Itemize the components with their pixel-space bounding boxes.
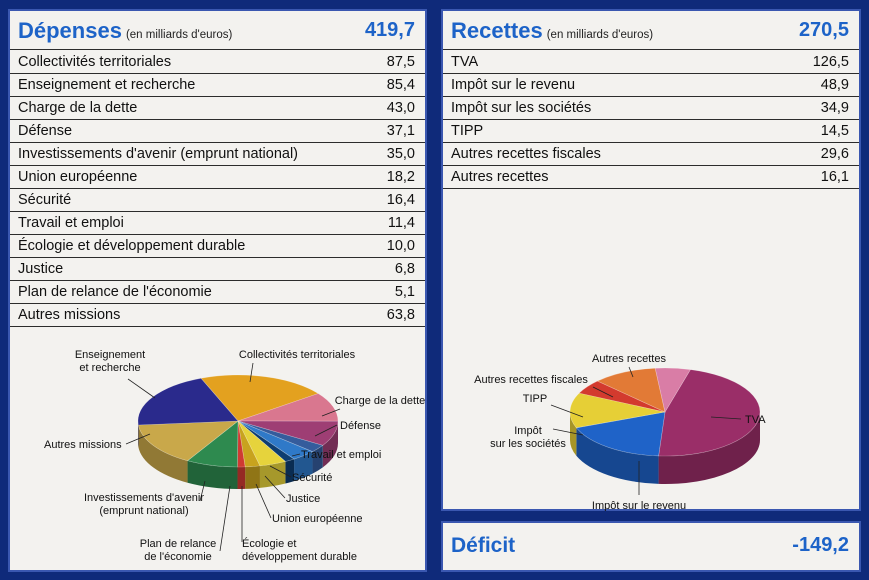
table-row bbox=[10, 97, 425, 120]
depenses-table bbox=[10, 51, 425, 327]
pie-label: TIPP bbox=[522, 393, 548, 405]
row-label: Charge de la dette bbox=[18, 100, 138, 116]
row-value: 48,9 bbox=[820, 77, 849, 93]
row-value: 6,8 bbox=[394, 261, 415, 277]
row-label: Enseignement et recherche bbox=[18, 77, 196, 93]
row-value: 10,0 bbox=[386, 238, 415, 254]
row-value: 11,4 bbox=[387, 215, 415, 231]
recettes-panel bbox=[441, 9, 861, 511]
pie-label: Investissements d'avenir (emprunt national) bbox=[83, 492, 205, 517]
row-value: 14,5 bbox=[820, 123, 849, 139]
pie-label: Union européenne bbox=[272, 513, 363, 525]
depenses-panel bbox=[8, 9, 427, 572]
row-value: 16,1 bbox=[820, 169, 849, 185]
row-value: 16,4 bbox=[386, 192, 415, 208]
row-value: 87,5 bbox=[386, 54, 415, 70]
row-label: Autres missions bbox=[18, 307, 121, 323]
pie-label: Écologie et développement durable bbox=[242, 538, 357, 563]
table-row bbox=[10, 143, 425, 166]
row-value: 63,8 bbox=[386, 307, 415, 323]
row-label: Impôt sur le revenu bbox=[451, 77, 576, 93]
table-row bbox=[10, 51, 425, 74]
pie-label: TVA bbox=[745, 414, 766, 426]
depenses-header bbox=[10, 11, 425, 50]
leader-line bbox=[220, 486, 230, 551]
pie-label: Autres missions bbox=[44, 439, 122, 451]
pie-label: Impôt sur le revenu bbox=[591, 500, 687, 511]
row-label: TVA bbox=[451, 54, 479, 70]
pie-label: Justice bbox=[286, 493, 321, 505]
pie-label: Impôt sur les sociétés bbox=[490, 425, 566, 450]
depenses-pie-chart bbox=[10, 336, 425, 566]
pie-label: Plan de relance de l'économie bbox=[139, 538, 217, 563]
recettes-table bbox=[443, 51, 859, 189]
row-value: 37,1 bbox=[386, 123, 415, 139]
table-row bbox=[10, 74, 425, 97]
row-label: Investissements d'avenir (emprunt national) bbox=[18, 146, 299, 162]
recettes-pie-chart bbox=[443, 331, 859, 511]
row-label: Travail et emploi bbox=[18, 215, 124, 231]
row-label: Autres recettes bbox=[451, 169, 549, 185]
recettes-header bbox=[443, 11, 859, 50]
row-value: 29,6 bbox=[820, 146, 849, 162]
pie-label: Travail et emploi bbox=[301, 449, 382, 461]
table-row bbox=[10, 235, 425, 258]
row-label: Impôt sur les sociétés bbox=[451, 100, 592, 116]
pie-label: Enseignement et recherche bbox=[74, 349, 146, 374]
table-row bbox=[443, 120, 859, 143]
pie-label: Défense bbox=[340, 420, 381, 432]
pie-label: Autres recettes fiscales bbox=[474, 374, 588, 386]
row-label: Union européenne bbox=[18, 169, 138, 185]
leader-line bbox=[256, 484, 271, 518]
table-row bbox=[10, 258, 425, 281]
pie-label: Charge de la dette bbox=[334, 395, 425, 407]
table-row bbox=[443, 166, 859, 189]
row-label: Défense bbox=[18, 123, 73, 139]
recettes-unit: (en milliards d'euros) bbox=[546, 29, 654, 41]
depenses-title: Dépenses (en milliards d'euros) bbox=[18, 18, 233, 43]
row-label: Collectivités territoriales bbox=[18, 54, 172, 70]
table-row bbox=[10, 189, 425, 212]
table-row bbox=[10, 304, 425, 327]
row-value: 126,5 bbox=[812, 54, 849, 70]
table-row bbox=[443, 143, 859, 166]
row-value: 43,0 bbox=[386, 100, 415, 116]
pie-label: Collectivités territoriales bbox=[238, 349, 356, 361]
row-label: Écologie et développement durable bbox=[18, 238, 246, 254]
row-value: 85,4 bbox=[386, 77, 415, 93]
recettes-total: 270,5 bbox=[798, 19, 849, 41]
pie-label: Sécurité bbox=[292, 472, 333, 484]
row-value: 18,2 bbox=[386, 169, 415, 185]
depenses-unit: (en milliards d'euros) bbox=[125, 29, 233, 41]
deficit-panel bbox=[441, 521, 861, 572]
row-value: 34,9 bbox=[820, 100, 849, 116]
table-row bbox=[443, 97, 859, 120]
row-value: 35,0 bbox=[386, 146, 415, 162]
table-row bbox=[10, 166, 425, 189]
row-label: Autres recettes fiscales bbox=[451, 146, 601, 162]
row-label: Sécurité bbox=[18, 192, 72, 208]
row-label: Justice bbox=[18, 261, 64, 277]
leader-line bbox=[128, 379, 155, 398]
deficit-title: Déficit bbox=[451, 534, 516, 557]
pie-label: Autres recettes bbox=[592, 353, 666, 365]
table-row bbox=[443, 51, 859, 74]
pie-side-plan-de-relance-de-l-conomie bbox=[238, 467, 246, 489]
pie-side-cologie-et-d-veloppement-durable bbox=[245, 466, 260, 489]
row-label: TIPP bbox=[451, 123, 484, 139]
row-value: 5,1 bbox=[394, 284, 415, 300]
recettes-title: Recettes (en milliards d'euros) bbox=[451, 18, 654, 43]
depenses-total: 419,7 bbox=[364, 19, 415, 41]
deficit-value: -149,2 bbox=[792, 534, 849, 556]
table-row bbox=[10, 120, 425, 143]
table-row bbox=[10, 212, 425, 235]
table-row bbox=[443, 74, 859, 97]
table-row bbox=[10, 281, 425, 304]
row-label: Plan de relance de l'économie bbox=[18, 284, 212, 300]
